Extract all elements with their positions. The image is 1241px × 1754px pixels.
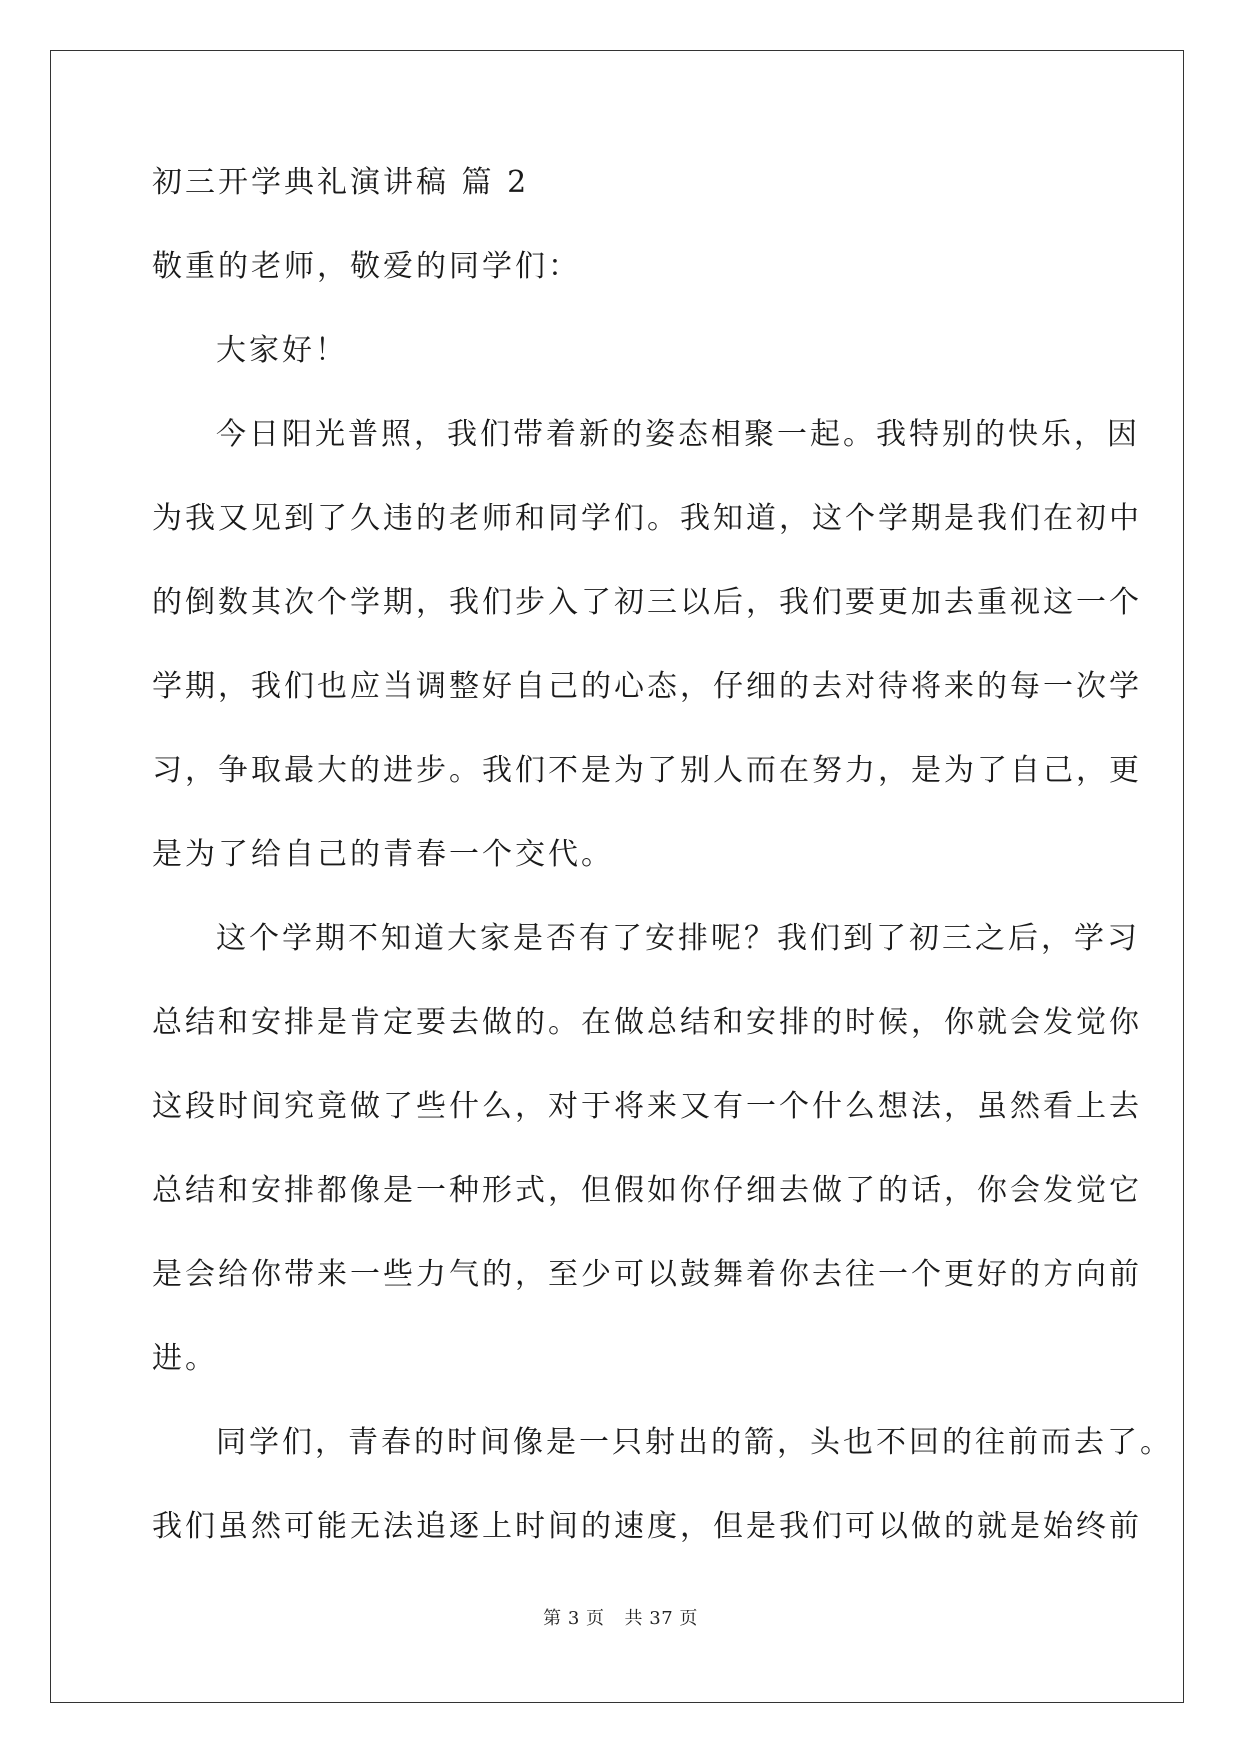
paragraph-line: 同学们，青春的时间像是一只射出的箭，头也不回的往前而去了。 <box>216 1425 1173 1460</box>
paragraph-line: 总结和安排是肯定要去做的。在做总结和安排的时候，你就会发觉你 <box>152 1005 1142 1040</box>
page-footer <box>0 1607 1241 1631</box>
page-number: 第 3 页 <box>543 1608 605 1629</box>
paragraph-line: 学期，我们也应当调整好自己的心态，仔细的去对待将来的每一次学 <box>152 669 1142 704</box>
paragraph-line: 是为了给自己的青春一个交代。 <box>152 837 614 872</box>
paragraph-line: 这段时间究竟做了些什么，对于将来又有一个什么想法，虽然看上去 <box>152 1089 1142 1124</box>
paragraph-line: 为我又见到了久违的老师和同学们。我知道，这个学期是我们在初中 <box>152 501 1142 536</box>
paragraph-line: 总结和安排都像是一种形式，但假如你仔细去做了的话，你会发觉它 <box>152 1173 1142 1208</box>
document-title: 初三开学典礼演讲稿 篇 2 <box>152 165 530 200</box>
paragraph-line: 大家好！ <box>216 333 348 368</box>
paragraph-line: 敬重的老师，敬爱的同学们： <box>152 249 581 284</box>
document-body <box>152 160 1173 1588</box>
paragraph-line: 这个学期不知道大家是否有了安排呢？我们到了初三之后，学习 <box>216 921 1140 956</box>
paragraph-line: 进。 <box>152 1341 218 1376</box>
paragraph-line: 是会给你带来一些力气的，至少可以鼓舞着你去往一个更好的方向前 <box>152 1257 1142 1292</box>
page-total: 共 37 页 <box>624 1608 698 1629</box>
paragraph-line: 我们虽然可能无法追逐上时间的速度，但是我们可以做的就是始终前 <box>152 1509 1142 1544</box>
paragraph-line: 今日阳光普照，我们带着新的姿态相聚一起。我特别的快乐，因 <box>216 417 1140 452</box>
paragraph-line: 习，争取最大的进步。我们不是为了别人而在努力，是为了自己，更 <box>152 753 1142 788</box>
paragraph-line: 的倒数其次个学期，我们步入了初三以后，我们要更加去重视这一个 <box>152 585 1142 620</box>
